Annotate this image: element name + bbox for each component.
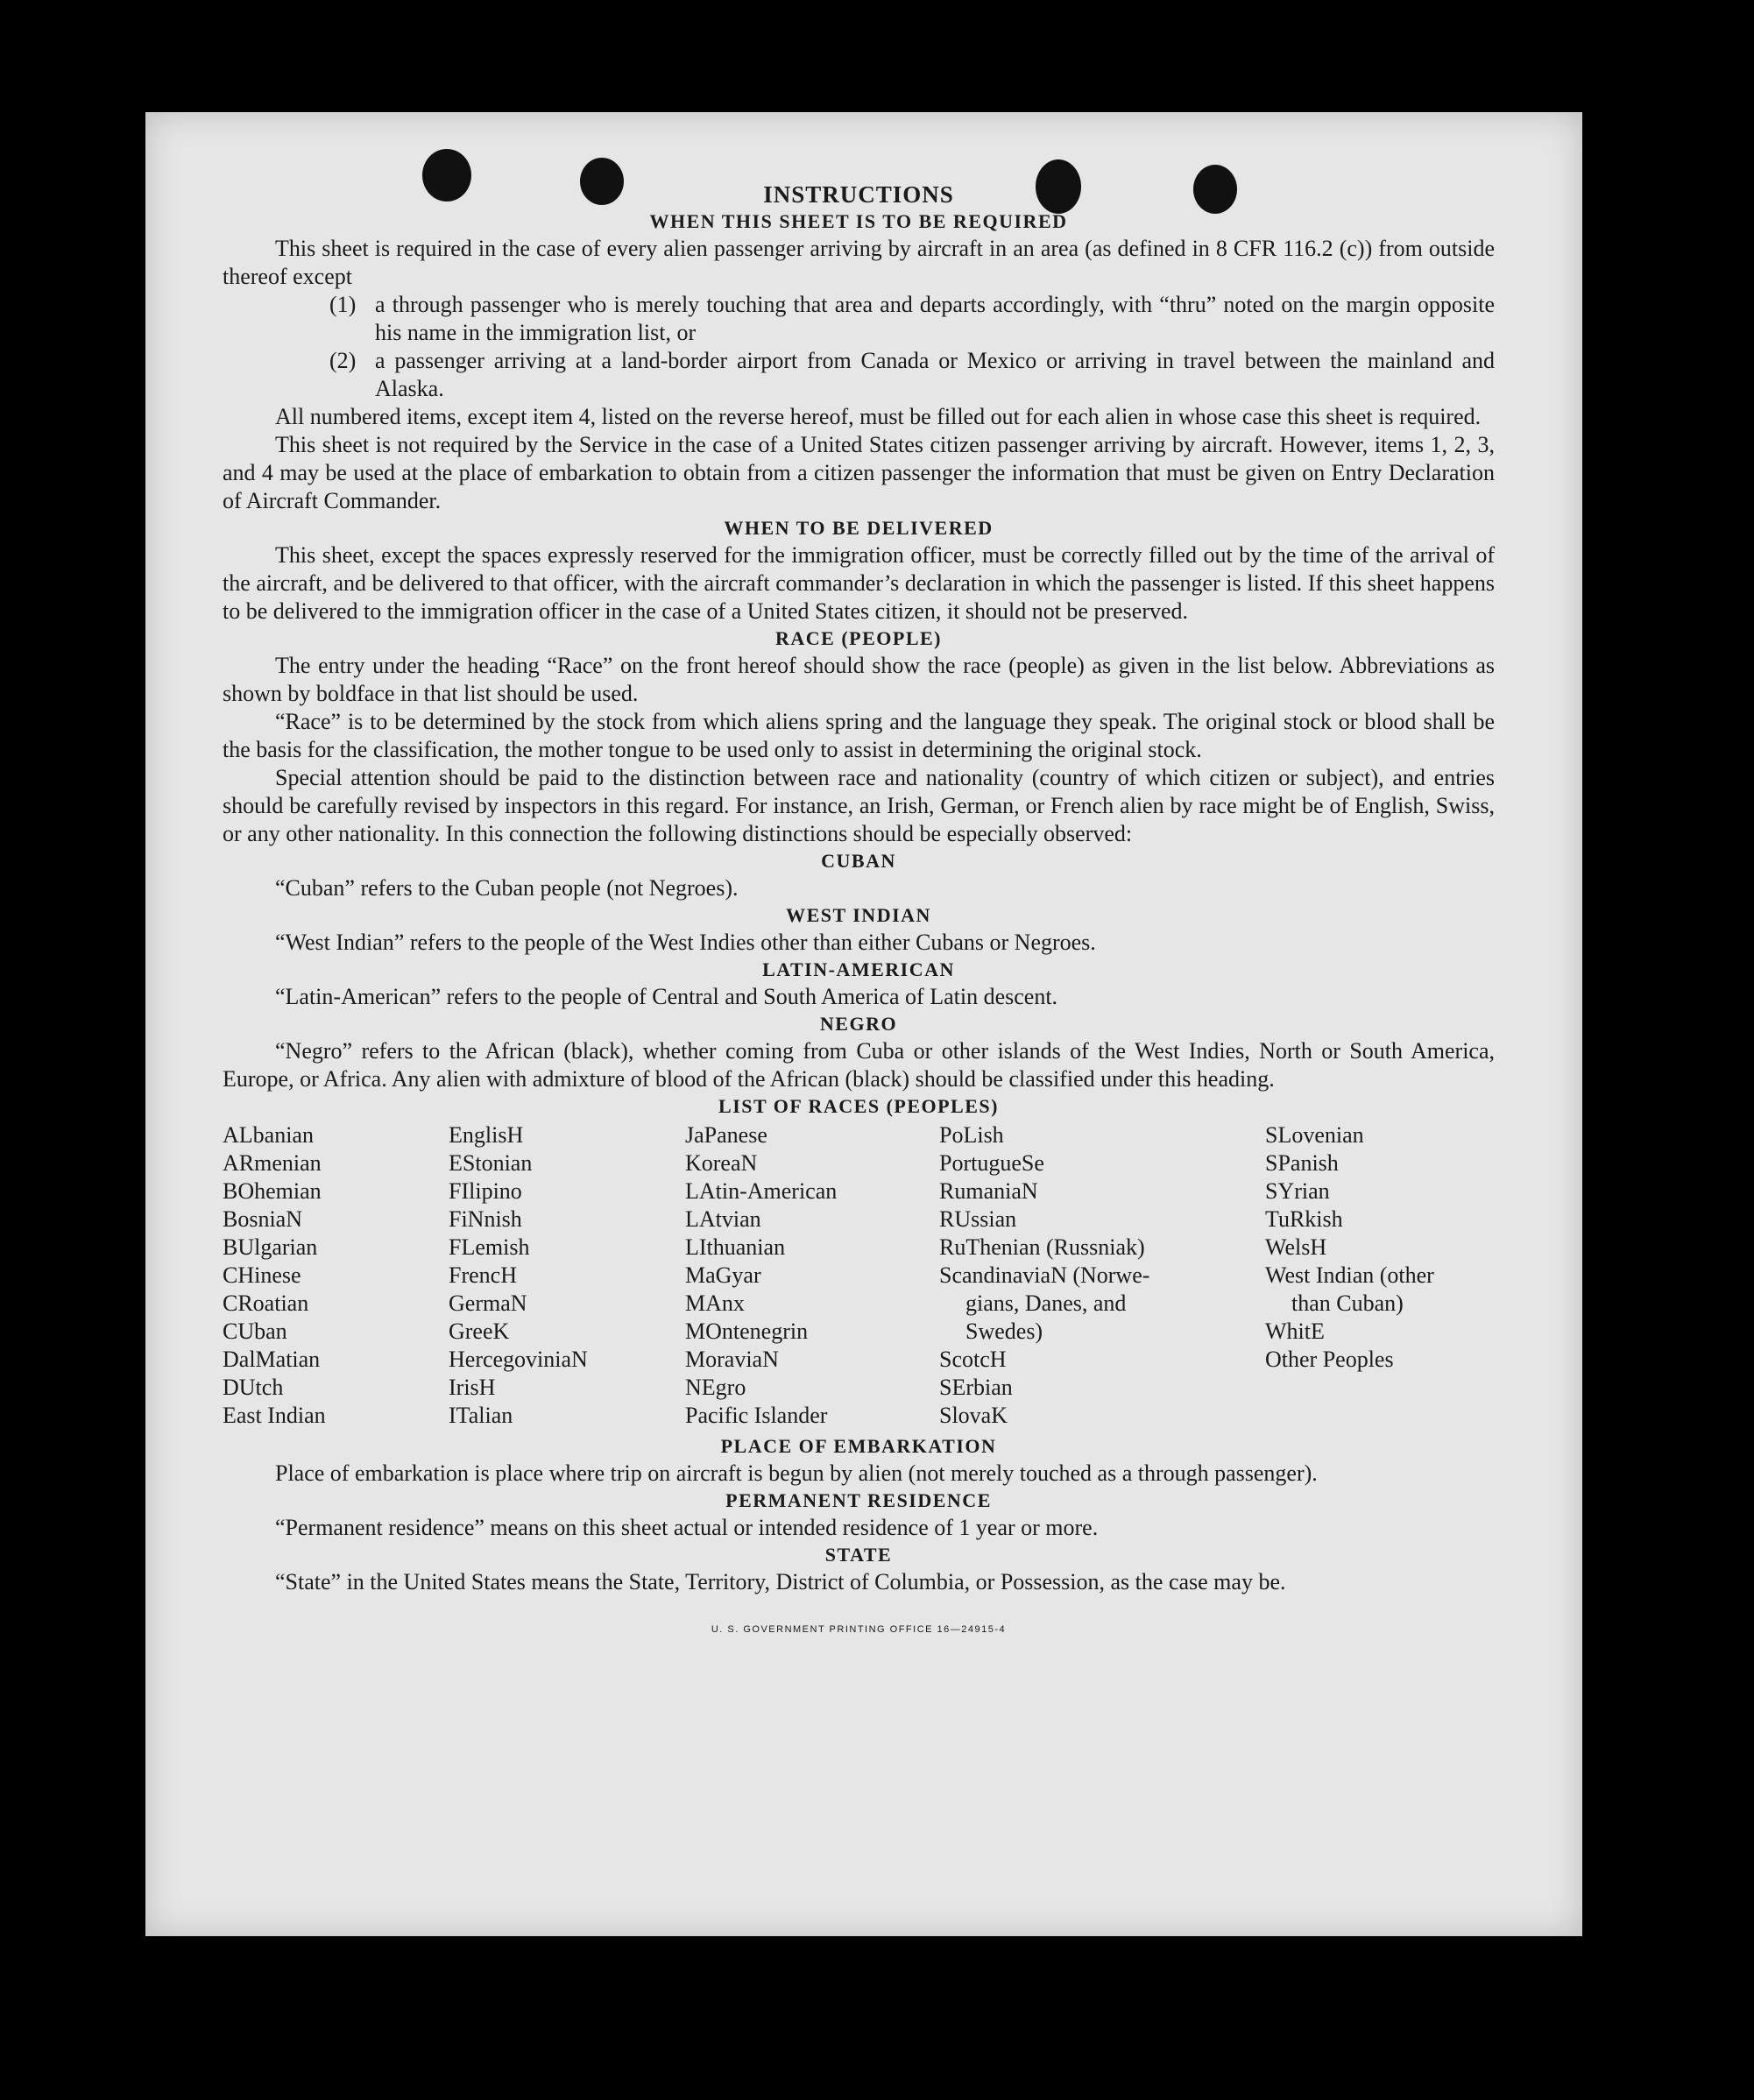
race-item: ScandinaviaN (Norwe- — [939, 1262, 1150, 1288]
race-item: PoLish — [939, 1122, 1004, 1148]
race-item: EnglisH — [449, 1122, 524, 1148]
section-heading: PLACE OF EMBARKATION — [720, 1435, 997, 1457]
race-column — [1265, 1121, 1495, 1430]
race-item-continuation: gians, Danes, and — [965, 1290, 1127, 1316]
list-number: (1) — [329, 292, 357, 317]
race-item: West Indian (other — [1265, 1262, 1434, 1288]
list-item — [223, 347, 1495, 403]
race-item: FiNnish — [449, 1206, 522, 1232]
paragraph: This sheet is not required by the Service in the case of a United States citizen passenger arriving by aircraft. However, items 1, 2, 3, and 4 may be used at the place of embarkation to obtain from a citizen passenger the information that must be given on Entry Declaration of Aircraft Commander. — [223, 432, 1495, 513]
paragraph: This sheet, except the spaces expressly reserved for the immigration officer, must be correctly filled out by the time of the arrival of the aircraft, and be delivered to that officer, with the aircraft commander’s declaration in which the passenger is listed. If this sheet happens to be delivered to the immigration officer in the case of a United States citizen, it should not be preserved. — [223, 542, 1495, 624]
list-text: a passenger arriving at a land-border airport from Canada or Mexico or arriving in travel between the mainland and Alaska. — [375, 348, 1495, 401]
section-heading: PERMANENT RESIDENCE — [725, 1489, 992, 1511]
section-heading: NEGRO — [819, 1013, 898, 1035]
list-number: (2) — [329, 348, 357, 373]
race-item: DalMatian — [223, 1347, 321, 1372]
race-column — [685, 1121, 939, 1430]
race-item: GermaN — [449, 1290, 527, 1316]
race-item: SLovenian — [1265, 1122, 1364, 1148]
race-item: ScotcH — [939, 1347, 1007, 1372]
race-item: CRoatian — [223, 1290, 309, 1316]
section-heading: WHEN TO BE DELIVERED — [724, 517, 994, 539]
section-heading: STATE — [824, 1544, 893, 1566]
section-heading: CUBAN — [821, 850, 896, 872]
race-item: Pacific Islander — [685, 1403, 828, 1428]
race-item: PortugueSe — [939, 1150, 1044, 1176]
section-heading: RACE (PEOPLE) — [775, 627, 942, 649]
race-item: WelsH — [1265, 1234, 1327, 1260]
race-item: ALbanian — [223, 1122, 314, 1148]
race-item: WhitE — [1265, 1319, 1325, 1344]
paragraph: Place of embarkation is place where trip on aircraft is begun by alien (not merely touched as a through passenger). — [275, 1460, 1318, 1486]
race-item: ARmenian — [223, 1150, 322, 1176]
race-item: GreeK — [449, 1319, 510, 1344]
paragraph: “Race” is to be determined by the stock from which aliens spring and the language they speak. The original stock or blood shall be the basis for the classification, the mother tongue to be used only to assist in determining the original stock. — [223, 709, 1495, 762]
race-item: LIthuanian — [685, 1234, 786, 1260]
race-item: ITalian — [449, 1403, 513, 1428]
race-item: RumaniaN — [939, 1178, 1038, 1204]
paragraph: All numbered items, except item 4, listed on the reverse hereof, must be filled out for each alien in whose case this sheet is required. — [275, 404, 1482, 429]
race-item: DUtch — [223, 1375, 284, 1400]
paragraph: This sheet is required in the case of every alien passenger arriving by aircraft in an area (as defined in 8 CFR 116.2 (c)) from outside thereof except — [223, 236, 1495, 289]
section-heading: WHEN THIS SHEET IS TO BE REQUIRED — [649, 210, 1068, 232]
race-item: BOhemian — [223, 1178, 322, 1204]
document-page — [145, 112, 1582, 1936]
race-column — [449, 1121, 685, 1430]
list-item — [223, 291, 1495, 347]
race-item: EStonian — [449, 1150, 533, 1176]
race-item: TuRkish — [1265, 1206, 1343, 1232]
race-item: FLemish — [449, 1234, 530, 1260]
race-item: MAnx — [685, 1290, 745, 1316]
section-heading: LATIN-AMERICAN — [762, 958, 955, 980]
paragraph: “West Indian” refers to the people of the West Indies other than either Cubans or Negroes. — [275, 930, 1096, 955]
section-heading: WEST INDIAN — [786, 904, 931, 926]
race-column — [939, 1121, 1265, 1430]
paragraph: “Negro” refers to the African (black), whether coming from Cuba or other islands of the West Indies, North or South America, Europe, or Africa. Any alien with admixture of blood of the African (black) should be classified under this heading. — [223, 1038, 1495, 1092]
paragraph: Special attention should be paid to the distinction between race and nationality (country of which citizen or subject), and entries should be carefully revised by inspectors in this regard. For instance, an Irish, German, or French alien by race might be of English, Swiss, or any other nationality. In this connection the following distinctions should be especially observed: — [223, 765, 1495, 846]
paragraph: “State” in the United States means the State, Territory, District of Columbia, or Possession, as the case may be. — [275, 1569, 1286, 1594]
race-item: CHinese — [223, 1262, 301, 1288]
race-item: JaPanese — [685, 1122, 767, 1148]
section-heading: LIST OF RACES (PEOPLES) — [718, 1095, 999, 1117]
race-item: MoraviaN — [685, 1347, 779, 1372]
race-item: IrisH — [449, 1375, 496, 1400]
race-item: FrencH — [449, 1262, 517, 1288]
race-item: RUssian — [939, 1206, 1017, 1232]
paragraph: The entry under the heading “Race” on the front hereof should show the race (people) as given in the list below. Abbreviations as shown by boldface in that list should be used. — [223, 653, 1495, 706]
race-item: HercegoviniaN — [449, 1347, 588, 1372]
race-item: SErbian — [939, 1375, 1013, 1400]
race-item: KoreaN — [685, 1150, 758, 1176]
race-item: FIlipino — [449, 1178, 522, 1204]
race-item: BUlgarian — [223, 1234, 318, 1260]
list-text: a through passenger who is merely touching that area and departs accordingly, with “thru” noted on the margin opposite his name in the immigration list, or — [375, 292, 1495, 345]
race-item: RuThenian (Russniak) — [939, 1234, 1145, 1260]
race-item: CUban — [223, 1319, 287, 1344]
race-item: LAtvian — [685, 1206, 761, 1232]
race-item-continuation: Swedes) — [965, 1319, 1043, 1344]
race-item-continuation: than Cuban) — [1291, 1290, 1404, 1316]
race-item: LAtin-American — [685, 1178, 838, 1204]
printing-office-footer: U. S. GOVERNMENT PRINTING OFFICE 16—24915-4 — [711, 1624, 1007, 1635]
paragraph: “Permanent residence” means on this sheet actual or intended residence of 1 year or more. — [275, 1515, 1099, 1540]
paragraph: “Latin-American” refers to the people of Central and South America of Latin descent. — [275, 984, 1058, 1009]
race-item: SlovaK — [939, 1403, 1008, 1428]
race-item: Other Peoples — [1265, 1347, 1394, 1372]
race-item: MOntenegrin — [685, 1319, 809, 1344]
race-item: MaGyar — [685, 1262, 761, 1288]
paragraph: “Cuban” refers to the Cuban people (not Negroes). — [275, 875, 739, 901]
race-item: East Indian — [223, 1403, 326, 1428]
race-item: NEgro — [685, 1375, 746, 1400]
race-item: SYrian — [1265, 1178, 1330, 1204]
race-column — [223, 1121, 449, 1430]
instructions-text — [223, 180, 1495, 1644]
page-title: INSTRUCTIONS — [763, 181, 954, 208]
race-item: SPanish — [1265, 1150, 1339, 1176]
race-item: BosniaN — [223, 1206, 302, 1232]
race-list — [223, 1121, 1495, 1430]
